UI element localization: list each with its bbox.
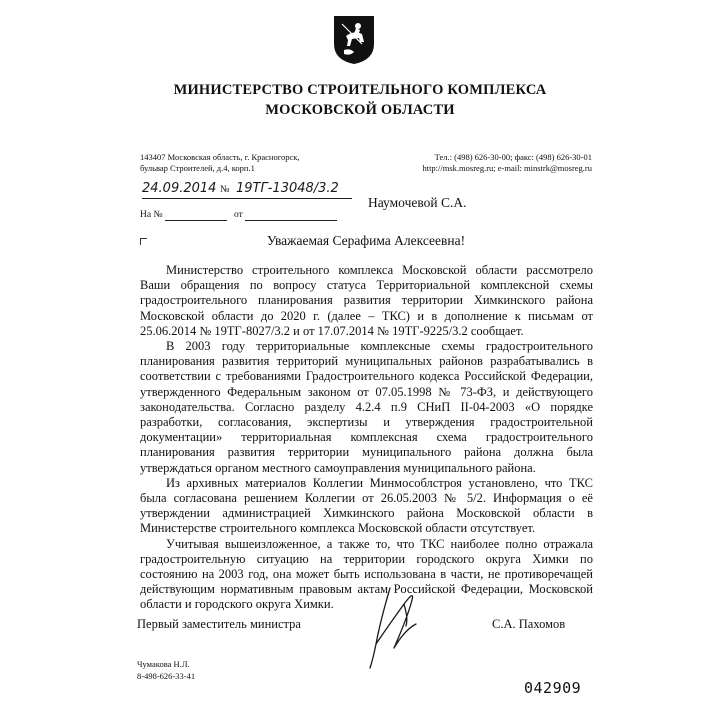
reference-date-blank xyxy=(245,210,337,221)
contacts-line: Тел.: (498) 626-30-00; факс: (498) 626-30-01 xyxy=(434,152,592,162)
address-line: бульвар Строителей, д.4, корп.1 xyxy=(140,163,255,173)
reference-date-label: от xyxy=(234,210,243,220)
executor-info xyxy=(137,658,195,682)
document-serial-number: 042909 xyxy=(524,679,582,697)
address-line: 143407 Московская область, г. Красногорск, xyxy=(140,152,300,162)
outgoing-date: 24.09.2014 xyxy=(142,181,217,196)
reference-line xyxy=(140,210,337,221)
reference-number-blank xyxy=(165,210,227,221)
recipient-name: Наумочевой С.А. xyxy=(368,195,467,210)
executor-name: Чумакова Н.Л. xyxy=(137,659,190,669)
ministry-name-line2: МОСКОВСКОЙ ОБЛАСТИ xyxy=(265,102,455,118)
registration-underline xyxy=(142,198,352,199)
registration-stamp xyxy=(142,181,357,199)
ministry-contacts xyxy=(398,152,592,174)
body-paragraph: Из архивных материалов Коллегии Минмособлстроя установлено, что ТКС была согласована решением Коллегии от 26.05.2003 № 5/2. Информация о её утверждении администрацией Химкинского района Московской области в Министерстве строительного комплекса Московской области отсутствует. xyxy=(140,475,593,536)
handwritten-signature xyxy=(360,582,450,672)
letter-body xyxy=(140,263,593,613)
signatory-position: Первый заместитель министра xyxy=(137,617,301,631)
ministry-name-line1: МИНИСТЕРСТВО СТРОИТЕЛЬНОГО КОМПЛЕКСА xyxy=(173,82,547,98)
signatory-name: С.А. Пахомов xyxy=(492,617,566,631)
body-paragraph: Учитывая вышеизложенное, а также то, что ТКС наиболее полно отражала градостроительную ситуацию на территории городского округа Химки по состоянию на 2003 год, она может быть использована в части, не противоречащей действующим нормативным правовым актам Российской Федерации, Московской области и городского округа Химки. xyxy=(140,536,593,612)
greeting: Уважаемая Серафима Алексеевна! xyxy=(266,233,466,248)
number-sign: № xyxy=(220,184,230,195)
body-paragraph: В 2003 году территориальные комплексные схемы градостроительного планирования развития территорий муниципальных районов разрабатывались в соответствии с требованиями Градостроительного кодекса Российской Федерации, утвержденного Федеральным законом от 07.05.1998 № 73-ФЗ, и действующего законодательства. Согласно разделу 4.2.4 п.9 СНиП II-04-2003 «О порядке разработки, согласования, экспертизы и утверждения градостроительной документации» территориальная комплексная схема градостроительного планирования развития территории муниципального района должна была утверждаться органом местного самоуправления муниципального района. xyxy=(140,339,593,475)
body-paragraph: Министерство строительного комплекса Московской области рассмотрело Ваши обращения по вопросу статуса Территориальной комплексной схемы градостроительного планирования развития территории Химкинского района Московской области до 2020 г. (далее – ТКС) и в дополнение к письмам от 25.06.2014 № 19ТГ-8027/3.2 и от 17.07.2014 № 19ТГ-9225/3.2 сообщает. xyxy=(140,263,593,338)
contacts-line: http://msk.mosreg.ru; e-mail: minstrk@mosreg.ru xyxy=(422,163,592,173)
outgoing-number: 19ТГ-13048/3.2 xyxy=(236,181,339,196)
reference-number-label: На № xyxy=(140,210,163,220)
coat-of-arms-icon xyxy=(332,14,376,66)
ministry-address xyxy=(140,152,300,174)
executor-phone: 8-498-626-33-41 xyxy=(137,671,196,681)
